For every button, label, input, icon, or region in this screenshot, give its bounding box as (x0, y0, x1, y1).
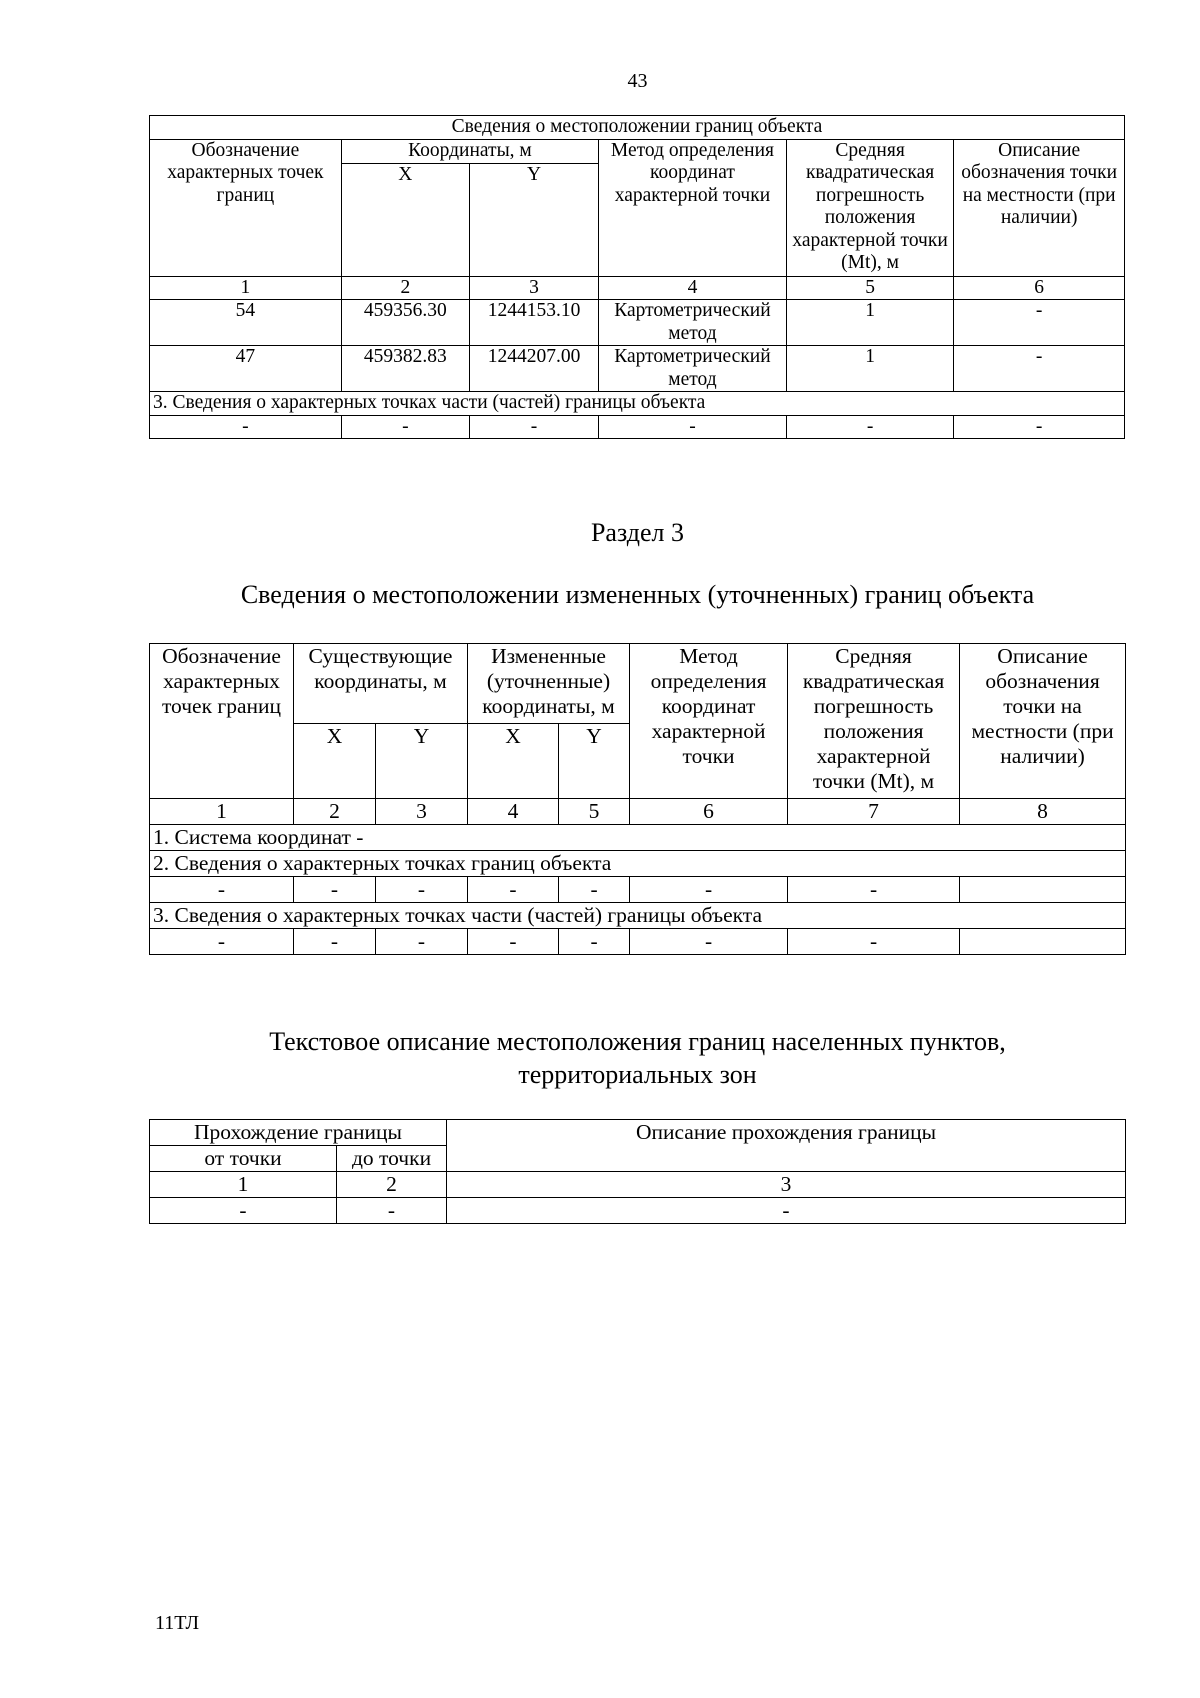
col-number: 2 (341, 276, 469, 300)
footer-code: 11ТЛ (155, 1612, 200, 1634)
empty-cell: - (341, 415, 469, 439)
empty-cell: - (630, 929, 788, 955)
empty-cell (960, 929, 1126, 955)
table-row (150, 415, 1125, 439)
empty-cell: - (599, 415, 787, 439)
col-number: 3 (376, 799, 468, 825)
header-row (150, 1120, 1126, 1146)
table-caption: Сведения о местоположении границ объекта (150, 116, 1125, 140)
col-number: 7 (788, 799, 960, 825)
table-row (150, 346, 1125, 392)
empty-cell: - (954, 415, 1125, 439)
changed-boundary-table (149, 643, 1126, 955)
header-x: X (294, 724, 376, 799)
error: 1 (786, 300, 954, 346)
text-title-line2: территориальных зон (518, 1060, 757, 1089)
col-number: 1 (150, 799, 294, 825)
empty-cell: - (788, 929, 960, 955)
col-number: 8 (960, 799, 1126, 825)
section3-label: 3. Сведения о характерных точках части (частей) границы объекта (150, 903, 1126, 929)
column-number-row (150, 1172, 1126, 1198)
empty-cell: - (150, 877, 294, 903)
error: 1 (786, 346, 954, 392)
text-description-title (0, 1025, 1200, 1091)
section-label-row (150, 851, 1126, 877)
col-number: 5 (786, 276, 954, 300)
empty-cell: - (559, 929, 630, 955)
section3-label: 3. Сведения о характерных точках части (частей) границы объекта (150, 392, 1125, 416)
column-number-row (150, 276, 1125, 300)
boundary-points-table (149, 115, 1125, 439)
section-label-row (150, 825, 1126, 851)
header-point: Обозначение характерных точек границ (150, 139, 342, 276)
table-row (150, 1198, 1126, 1224)
header-coords: Координаты, м (341, 139, 598, 163)
coord-x: 459382.83 (341, 346, 469, 392)
empty-cell: - (150, 1198, 337, 1224)
empty-cell: - (469, 415, 598, 439)
coord-x: 459356.30 (341, 300, 469, 346)
header-row (150, 139, 1125, 163)
description: - (954, 346, 1125, 392)
text-title-line1: Текстовое описание местоположения границ населенных пунктов, (269, 1027, 1006, 1056)
empty-cell: - (559, 877, 630, 903)
col-number: 6 (954, 276, 1125, 300)
column-number-row (150, 799, 1126, 825)
header-from: от точки (150, 1146, 337, 1172)
col-number: 1 (150, 276, 342, 300)
empty-cell: - (150, 415, 342, 439)
col-number: 4 (468, 799, 559, 825)
header-error: Средняя квадратическая погрешность положения характерной точки (Mt), м (788, 644, 960, 799)
point-id: 47 (150, 346, 342, 392)
header-passage: Прохождение границы (150, 1120, 447, 1146)
coord-y: 1244207.00 (469, 346, 598, 392)
header-desc: Описание обозначения точки на местности (при наличии) (954, 139, 1125, 276)
point-id: 54 (150, 300, 342, 346)
coordinate-system-label: 1. Система координат - (150, 825, 1126, 851)
description: - (954, 300, 1125, 346)
empty-cell: - (468, 877, 559, 903)
method: Картометрический метод (599, 346, 787, 392)
coord-y: 1244153.10 (469, 300, 598, 346)
table-caption-row (150, 116, 1125, 140)
header-row (150, 644, 1126, 724)
header-desc: Описание обозначения точки на местности (при наличии) (960, 644, 1126, 799)
method: Картометрический метод (599, 300, 787, 346)
table-row (150, 929, 1126, 955)
header-desc: Описание прохождения границы (447, 1120, 1126, 1172)
header-y: Y (376, 724, 468, 799)
header-point: Обозначение характерных точек границ (150, 644, 294, 799)
empty-cell: - (337, 1198, 447, 1224)
empty-cell: - (150, 929, 294, 955)
col-number: 3 (469, 276, 598, 300)
header-existing: Существующие координаты, м (294, 644, 468, 724)
empty-cell: - (630, 877, 788, 903)
empty-cell (960, 877, 1126, 903)
empty-cell: - (468, 929, 559, 955)
header-method: Метод определения координат характерной точки (599, 139, 787, 276)
empty-cell: - (786, 415, 954, 439)
page-number: 43 (627, 70, 648, 92)
section-title: Раздел 3 (590, 518, 685, 547)
section-label-row (150, 903, 1126, 929)
section2-label: 2. Сведения о характерных точках границ объекта (150, 851, 1126, 877)
col-number: 6 (630, 799, 788, 825)
empty-cell: - (294, 929, 376, 955)
section-label-row (150, 392, 1125, 416)
table-row (150, 300, 1125, 346)
col-number: 1 (150, 1172, 337, 1198)
col-number: 2 (337, 1172, 447, 1198)
empty-cell: - (788, 877, 960, 903)
empty-cell: - (447, 1198, 1126, 1224)
header-changed: Измененные (уточненные) координаты, м (468, 644, 630, 724)
col-number: 4 (599, 276, 787, 300)
header-to: до точки (337, 1146, 447, 1172)
col-number: 3 (447, 1172, 1126, 1198)
header-x: X (468, 724, 559, 799)
header-error: Средняя квадратическая погрешность положения характерной точки (Mt), м (786, 139, 954, 276)
header-method: Метод определения координат характерной точки (630, 644, 788, 799)
section-subtitle: Сведения о местоположении измененных (уточненных) границ объекта (240, 580, 1035, 609)
header-x: X (341, 163, 469, 276)
col-number: 5 (559, 799, 630, 825)
empty-cell: - (294, 877, 376, 903)
empty-cell: - (376, 877, 468, 903)
header-y: Y (469, 163, 598, 276)
header-y: Y (559, 724, 630, 799)
empty-cell: - (376, 929, 468, 955)
table-row (150, 877, 1126, 903)
col-number: 2 (294, 799, 376, 825)
boundary-passage-table (149, 1119, 1126, 1224)
